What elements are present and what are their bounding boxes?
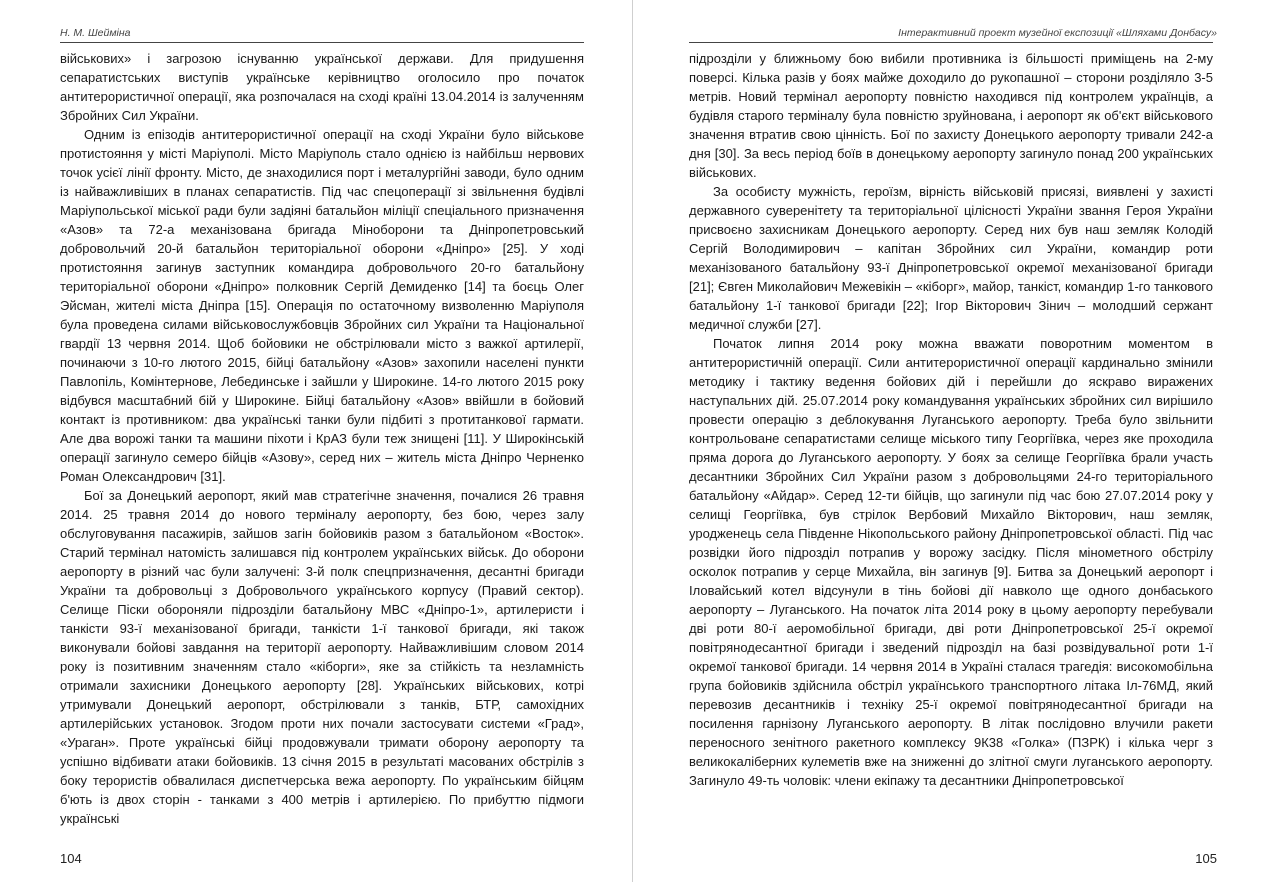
right-paragraph-1: пiдроздiли у ближньому бою вибили противника iз бiльшостi примiщень на 2-му поверсi. Кiлька разiв у боях майже доходило до рукопашної – сторони роздiляло 3-5 метрiв. Новий термiнал аеропорту повнiстю находився пiд контролем українцiв, а будiвля старого термiналу була повнiстю зруйнована, i аеропорт як об'єкт вiйськового значення втратив свою цiннiсть. Бої по захисту Донецького аеропорту тривали 242-а дня [30]. За весь перiод боїв в донецькому аеропорту загинуло понад 200 українських вiйськових. (689, 51, 1213, 180)
right-header-rule (689, 42, 1213, 43)
right-running-head: Iнтерактивний проект музейної експозицiї «Шляхами Донбасу» (898, 27, 1217, 39)
left-page (0, 0, 633, 882)
right-body-text (689, 49, 1213, 790)
left-paragraph-1: вiйськових» i загрозою iснуванню української держави. Для придушення сепаратистських виступiв українське керiвництво оголосило про початок антитерористичної операцiї, яка розпочалася на сходi країнi 13.04.2014 iз залученням Збройних Сил України. (60, 51, 584, 123)
left-running-head: Н. М. Шеймiна (60, 27, 131, 39)
right-page (634, 0, 1267, 882)
left-header-rule (60, 42, 584, 43)
left-paragraph-3: Бої за Донецький аеропорт, який мав стратегiчне значення, почалися 26 травня 2014. 25 травня 2014 до нового термiналу аеропорту, без бою, через залу обслуговування пасажирiв, зайшов загiн бойовикiв разом з батальйоном «Восток». Старий термiнал натомiсть залишався пiд контролем українських вiйськ. До оборони аеропорту в рiзний час були залученi: 3-й полк спецпризначення, десантнi бригади України та добровольцi з Добровольчого українського корпусу (Правий сектор). Селище Пiски обороняли пiдроздiли батальйону МВС «Днiпро-1», артилеристи i танкiсти 93-ї механiзованої бригади, танкiсти 1-ї танкової бригади, якi також виконували бойовi завдання на територiї аеропорту. Найважливiшим словом 2014 року iз позитивним значенням стало «кiборги», яке за стiйкiсть та незламнiсть отримали захисники Донецького аеропорту [28]. Українських вiйськових, котрi утримували Донецький аеропорт, обстрiлювали з танкiв, БТР, самохiдних артилерiйських установок. Згодом проти них почали застосувати системи «Град», «Ураган». Проте українськi бiйцi продовжували тримати оборону аеропорту та успiшно вiдбивати атаки бойовикiв. 13 сiчня 2015 в результатi масованих обстрiлiв з боку терористiв обвалилася диспетчерська вежа аеропорту. По українським бiйцям б'ють iз двох сторiн - танками з 400 метрiв i артилерiєю. По прибуттю пiдмоги українськi (60, 488, 584, 826)
left-page-number: 104 (60, 851, 82, 866)
right-paragraph-3: Початок липня 2014 року можна вважати поворотним моментом в антитерористичнiй операцiї. Сили антитерористичної операцiї кардинально змiнили методику i тактику ведення бойових дiй i перейшли до яскраво виражених наступальних дiй. 25.07.2014 року командування українських збройних сил вирiшило провести операцiю з деблокування Луганського аеропорту. Треба було звiльнити контрольоване сепаратистами селище мiського типу Георгiївка, через яке проходила пряма дорога до Луганського аеропорту. У боях за селище Георгiївка брали участь десантники Збройних Сил України разом з добровольцями 24-го територiального батальйону «Айдар». Серед 12-ти бiйцiв, що загинули пiд час бою 27.07.2014 року у селищi Георгiївка, був стрiлок Вербовий Михайло Вiкторович, наш земляк, уродженець села Пiвденне Нiкопольського району Днiпропетровської областi. Пiд час розвiдки його пiдроздiл потрапив у ворожу засiдку. Пiсля мiнометного обстрiлу осколок потрапив у серце Михайла, вiн загинув [9]. Битва за Донецький аеропорт i Iловайський котел вiдсунули в тiнь бойовi дiї навколо ще одного донбаського аеропорту – Луганського. На початок лiта 2014 року в цьому аеропорту перебували двi роти 80-ї аеромобiльної бригади, двi роти Днiпропетровської 25-ї окремої повiтрянодесантної бригади i зведений пiдроздiл на базi розвiдувальної роти 1-ї окремої танкової бригади. 14 червня 2014 в Українi сталася трагедiя: високомобiльна група бойовикiв здiйснила обстрiл українського транспортного лiтака Iл-76МД, який перевозив десантникiв i технiку 25-ї окремої повiтрянодесантної бригади на посилення гарнiзону Луганського аеропорту. В лiтак послiдовно влучили ракети переносного зенiтного ракетного комплексу 9К38 «Голка» (ПЗРК) i кiлька черг з великокалiберних кулеметiв вже на зниженнi до злiтної смуги луганського аеропорту. Загинуло 49-ть чоловiк: члени екiпажу та десантники Днiпропетровської (689, 336, 1213, 788)
right-page-number: 105 (1195, 851, 1217, 866)
right-paragraph-2: За особисту мужнiсть, героїзм, вiрнiсть вiйськовiй присязi, виявленi у захистi державного суверенiтету та територiальної цiлiсностi України звання Героя України присвоєно захисникам Донецького аеропорту. Серед них був наш земляк Колодiй Сергiй Володимирович – капiтан Збройних сил України, командир роти механiзованого батальйону 93-ї Днiпропетровської окремої механiзованої бригади [21]; Євген Миколайович Межевiкiн – «кiборг», майор, танкiст, командир 1-го танкового батальйону 1-ї танкової бригади [22]; Iгор Вiкторович Зiнич – молодший сержант медичної служби [27]. (689, 184, 1213, 332)
left-paragraph-2: Одним iз епiзодiв антитерористичної операцiї на сходi України було вiйськове протистояння у мiстi Марiуполi. Мiсто Марiуполь стало однiєю iз найбiльш нервових точок усiєї лiнiї фронту. Мiсто, де знаходилися порт i металургiйнi заводи, було одним iз найважливiших в планах сепаратистiв. Пiд час спецоперацiї зi звiльнення будiвлi Марiупольської мiської ради були задiянi батальйон мiлiцiї спецiального призначення «Азов» та 72-а механiзована бригада Мiноборони та Днiпропетровський добровольчий 20-й батальйон територiальної оборони «Днiпро» [25]. У ходi протистояння загинув заступник командира добровольчого 20-го батальйону територiальної оборони «Днiпро» полковник Сергiй Демиденко [14] та боєць Олег Эйсман, жителi мiста Днiпра [15]. Операцiя по остаточному визволенню Марiуполя була проведена силами вiйськовослужбовцiв Збройних сил України та Нацiональної гвардiї 13 червня 2014. Щоб бойовики не обстрiлювали мiсто з важкої артилерiї, починаючи з 10-го лютого 2015, бiйцi батальйону «Азов» захопили населенi пункти Павлопiль, Комiнтернове, Лебединське i зайшли у Широкине. 14-го лютого 2015 року вiдбувся масштабний бiй у Широкине. Бiйцi батальйону «Азов» ввiйшли в бойовий контакт iз противником: два українськi танки були пiдбитi з протитанкової гармати. Але два ворожi танки та машини пiхоти i КрАЗ були теж знищенi [11]. У Широкiнськiй операцiї загинуло семеро бiйцiв «Азову», серед них – житель мiста Днiпро Черненко Роман Олександрович [31]. (60, 127, 584, 484)
left-body-text (60, 49, 584, 828)
